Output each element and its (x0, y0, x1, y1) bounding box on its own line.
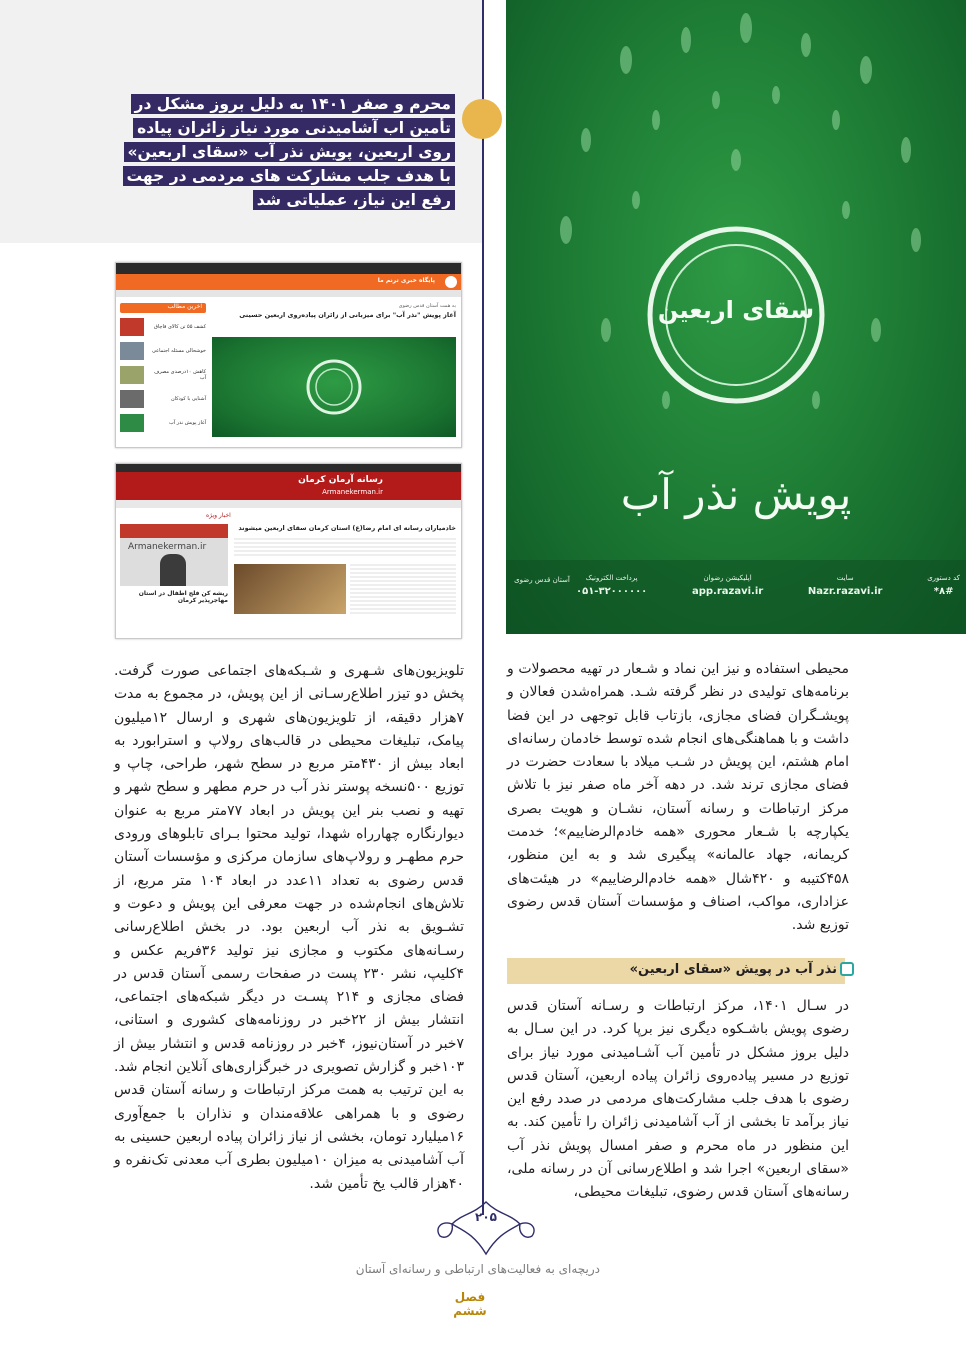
poster-contact-value: app.razavi.ir (691, 586, 764, 597)
list-item-label: آغاز پویش نذر آب (169, 420, 206, 426)
right-column-paragraph-1: محیطی استفاده و نیز این نماد و شـعار در تهیه محصولات و برنامه‌های تولیدی در نظر گرفته شـد. همراه‌شدن فعالان و پویشـگران فضای مجازی، بازتاب قابل توجهی در این فضا داشت و با هماهنگی‌های انجام شده توسط خادمان رسانه‌ای امام هشتم، این پویش در شـب میلاد با سعادت حضرت در فضای مجازی ترند شد. در دهه آخر ماه صفر نیز با تلاش مرکز ارتباطات و رسانه آستان، نشـان و هویت بصری یکپارچه با شـعار محوری «همه خادم‌الرضاییم»؛ خدمت کریمانه، جهاد عالمانه» پیگیری شد و به این منظور، ۴۵۸کتیبه و ۴۲۰شال «همه خادم‌الرضاییم» در هیئت‌های عزاداری، مواکب، اصناف و مؤسسات آستان قدس رضوی توزیع شد. (506, 661, 849, 934)
page-number: ۲۰۵ (475, 1210, 497, 1224)
list-item-thumb (120, 414, 144, 432)
sidebar-title: اخبار ویژه (206, 512, 231, 519)
poster-contacts (576, 574, 960, 597)
poster-calligraphy-bottom: پویش نذر آب (620, 470, 852, 519)
nav-bar (116, 290, 461, 297)
list-item[interactable] (120, 365, 206, 385)
poster-contact (576, 574, 647, 597)
pull-quote (115, 92, 455, 212)
article-image (212, 337, 456, 437)
article (212, 303, 456, 443)
article (234, 524, 456, 614)
article-photo (234, 564, 346, 614)
nav-bar (116, 500, 461, 508)
pull-quote-text: محرم و صفر ۱۴۰۱ به دلیل بروز مشکل در تأمین اب آشامیدنی مورد نیاز زائران پیاده روی اربعین، پویش نذر آب «سقای اربعین» با هدف جلب مشارکت های مردمی در جهت رفع این نیاز، عملیاتی شد (123, 94, 456, 210)
article-body (350, 564, 456, 614)
section-heading-text: نذر آب در پویش «سقای اربعین» (629, 962, 837, 977)
list-item-thumb (120, 318, 144, 336)
list-item-label: کشف ۵۵ تن کالای قاچاق (153, 324, 206, 330)
footer-title: دریچه‌ای به فعالیت‌های ارتباطی و رسانه‌ای آستان (355, 1262, 600, 1276)
list-item-label: آشنایی با کودکان (170, 396, 206, 402)
topbar (116, 263, 461, 274)
column-divider (482, 0, 484, 1215)
side-photo (120, 524, 228, 586)
site-header (116, 274, 461, 290)
poster-contact-label: اپلیکیشن رضوان (703, 574, 752, 582)
poster-contact (808, 574, 883, 597)
poster-contact (692, 574, 763, 597)
list-item[interactable] (120, 389, 206, 409)
news-screenshot-1 (115, 262, 462, 448)
chapter-label: فصل ششم (453, 1290, 487, 1318)
left-column-paragraph: تلویزیون‌های شـهری و شـبکه‌های اجتماعی صورت گرفت. پخش دو تیزر اطلاع‌رسـانی از این پویش، در مجموع به مدت ۷هزار دقیقه، از تلویزیون‌های شهری و ارسال ۱۲میلیون پیامک، تبلیغات محیطی در قالب‌های رولاپ و استرابورد به ابعاد بیش از ۴۳۰متر مربع در سطح شهر، طراحی، چاپ و توزیع ۵۰۰نسخه پوستر نذر آب در حرم مطهر و سطح شهر و تهیه و نصب بنر این پویش در ابعاد ۷۷متر مربع به عنوان دیوارنگاره چهارراه شهدا، تولید محتوا بـرای تابلوهای ورودی حرم مطهـر و رولاپ‌های سازمان مرکزی و مؤسسات آستان قدس رضوی به تعداد ۱۱عدد در ابعاد ۱۰۴ متر مربع، از تلاش‌های انجام‌شده در جهت معرفی این پویش و دعوت و تشـویق به نذر آب اربعین بود. در بخش اطلاع‌رسانی رسـانه‌های مکتوب و مجازی نیز تولید ۳۶فریم عکس و ۴کلیپ، نشر ۲۳۰ پست در صفحات رسمی آستان قدس در فضای مجازی و ۲۱۴ پسـت در دیگر شبکه‌های اجتماعی، انتشار بیش از ۲۲خبر در روزنامه‌های کشوری و استانی، ۷خبر در آستان‌نیوز، ۴خبر در روزنامه قدس و انتشار بیش از ۱۰۳خبر و گزارش تصویری در خبرگزاری‌های آنلاین انجام شد. به این ترتیب به همت مرکز ارتباطات و رسانه آستان قدس رضوی و با همراهی علاقه‌مندان و نذاران با جمع‌آوری ۱۶میلیارد تومان، بخشی از نیاز زائران پیاده اربعین حسینی به آب آشامیدنی به میزان ۱۰میلیون بطری آب معدنی تک‌نفره و ۴۰هزار قالب یخ تأمین شد. (114, 663, 465, 1192)
section-heading (507, 958, 845, 984)
sidebar-header (120, 303, 206, 313)
site-header (116, 472, 461, 500)
gold-circle-ornament (462, 99, 502, 139)
side-photo-domain: Armanekerman.ir (128, 542, 207, 552)
topbar (116, 464, 461, 472)
sidebar-title: آخرین مطالب (167, 303, 202, 310)
poster-contact-label: پرداخت الکترونیک (585, 574, 638, 582)
list-item-thumb (120, 342, 144, 360)
kicker: به همت آستان قدس رضوی (398, 303, 456, 309)
sidebar (120, 303, 206, 443)
right-column-paragraph-2: در سـال ۱۴۰۱، مرکز ارتباطات و رسـانه آستان قدس رضوی پویش باشـکوه دیگری نیز برپا کرد. در این سـال به دلیل بروز مشکل در تأمین آب آشـامیدنی مورد نیاز برای توزیع در مسیر پیاده‌روی زائران پیاده اربعین، آستان قدس رضوی با هدف جلب مشارکت‌های مردمی در صدد رفع این نیاز برآمد تا بخشی از آب آشامیدنی زائران را تأمین کند. به این منظور در ماه محرم و صفر امسال پویش نذر آب «سقای اربعین» اجرا شد و اطلاع‌رسانی آن در رسانه ملی، رسانه‌های آستان قدس رضوی، تبلیغات محیطی، (507, 998, 849, 1201)
poster-contact-label: کد دستوری (927, 574, 960, 582)
headline: خادمیاران رسانه ای امام رضا(ع) استان کرمان سقای اربعین میشوند (238, 524, 456, 532)
list-item[interactable] (120, 317, 206, 337)
section-bullet-icon (840, 962, 854, 976)
list-item-thumb (120, 366, 144, 384)
poster-calligraphy-top: سقای اربعین (657, 296, 815, 324)
list-item[interactable] (120, 413, 206, 433)
article-lead (234, 538, 456, 558)
list-item-thumb (120, 390, 144, 408)
person-figure (160, 554, 186, 586)
site-title: رسانه آرمان کرمان (298, 475, 383, 485)
footer-ornament-icon (426, 1200, 546, 1260)
poster-contact-label: سایت (836, 574, 854, 582)
site-title: پایگاه خبری ترنم ما (377, 277, 435, 284)
poster-contact-value: ۰۵۱-۳۲۰۰۰۰۰۰ (576, 586, 648, 597)
poster-thumb (212, 337, 456, 437)
list-item-label: کاهش ۱۰درصدی مصرف آب (154, 369, 206, 381)
list-item-label: خوشحالی مسئله اجتماعی (151, 348, 206, 354)
poster-contact-value: *۸# (933, 586, 954, 597)
side-caption: ریشه کن فلج اطفال در استان مهاجرپذیر کرمان (138, 590, 228, 604)
campaign-poster (506, 0, 966, 634)
poster-contact-value: Nazr.razavi.ir (807, 586, 883, 597)
site-logo-icon (445, 276, 457, 288)
news-screenshot-2 (115, 463, 462, 639)
site-domain: Armanekerman.ir (322, 488, 383, 496)
headline: آغاز پویش "نذر آب" برای میزبانی از زائران پیاده‌روی اربعین حسینی (239, 311, 456, 319)
poster-org: آستان قدس رضوی (514, 576, 570, 584)
sidebar-list (120, 317, 206, 433)
list-item[interactable] (120, 341, 206, 361)
poster-contact (927, 574, 960, 597)
